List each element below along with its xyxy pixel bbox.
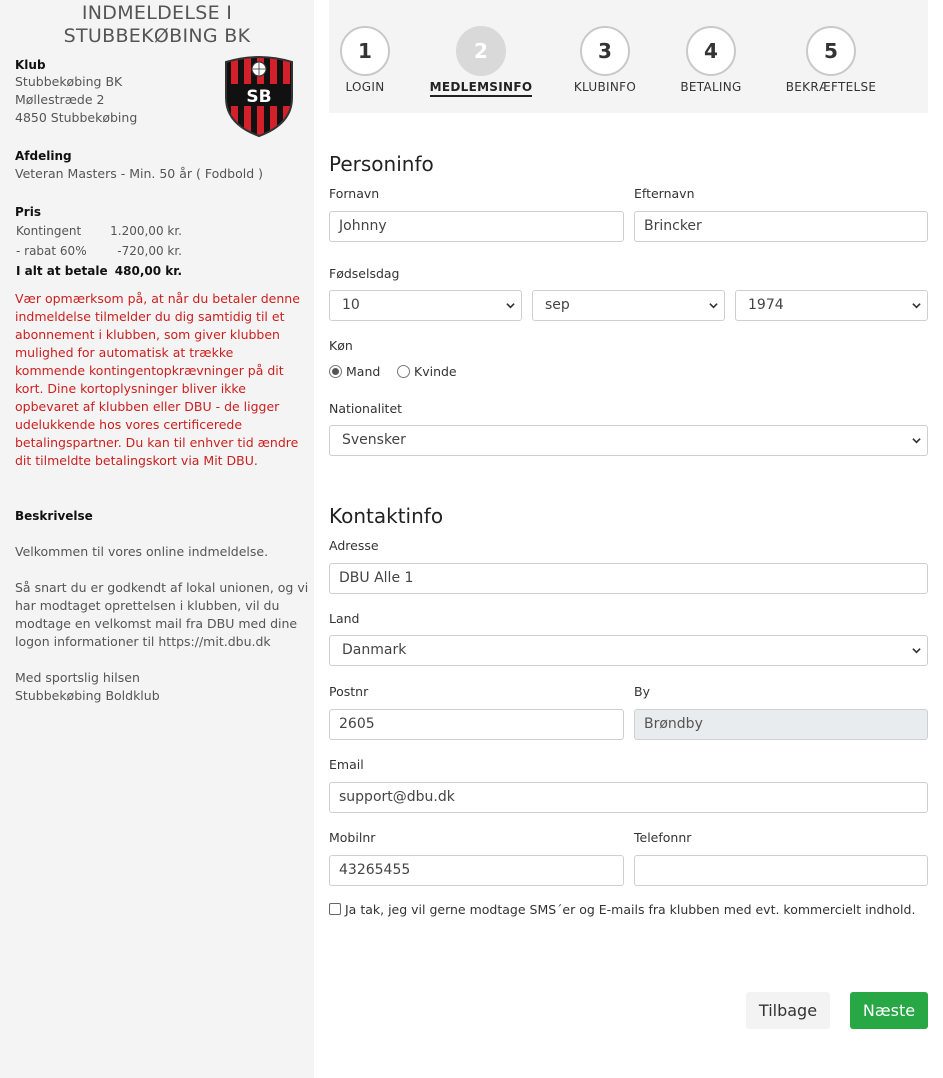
mobile-label: Mobilnr — [329, 830, 376, 845]
notice-line: betalingspartner. Du kan til enhver tid ændre — [15, 435, 299, 450]
personinfo-heading: Personinfo — [329, 152, 434, 176]
city-input-readonly: Brøndby — [634, 709, 928, 740]
kontaktinfo-heading: Kontaktinfo — [329, 504, 444, 528]
country-label: Land — [329, 611, 360, 626]
notice-line: opbevaret af klubben eller DBU - de ligger — [15, 399, 280, 414]
description-line: modtage en velkomst mail fra DBU med dine — [15, 616, 298, 631]
description-intro: Velkommen til vores online indmeldelse. — [15, 544, 269, 559]
step-medlemsinfo[interactable] — [421, 26, 541, 97]
notice-line: Vær opmærksom på, at når du betaler denne — [15, 291, 300, 306]
price-value: -720,00 kr. — [117, 244, 182, 258]
chevron-down-icon — [506, 301, 515, 310]
step-number: 1 — [340, 26, 390, 76]
club-city: 4850 Stubbekøbing — [15, 110, 138, 125]
department-value: Veteran Masters - Min. 50 år ( Fodbold ) — [15, 166, 264, 181]
nationality-select[interactable] — [329, 425, 928, 456]
consent-label: Ja tak, jeg vil gerne modtage SMS´er og E-mails fra klubben med evt. kommercielt indhold. — [345, 902, 916, 917]
price-label: - rabat 60% — [16, 244, 87, 258]
mobile-input[interactable]: 43265455 — [329, 855, 624, 886]
signoff-line2: Stubbekøbing Boldklub — [15, 688, 160, 703]
step-bekraeftelse[interactable] — [771, 26, 891, 95]
chevron-down-icon — [709, 301, 718, 310]
step-label: MEDLEMSINFO — [430, 80, 533, 97]
birth-year-select[interactable] — [735, 290, 928, 321]
description-line: har modtaget oprettelsen i klubben, vil du — [15, 598, 280, 613]
description-line: Så snart du er godkendt af lokal unionen, og vi — [15, 580, 309, 595]
chevron-down-icon — [912, 301, 921, 310]
firstname-label: Fornavn — [329, 186, 380, 201]
price-label: Kontingent — [16, 224, 82, 238]
step-login[interactable] — [305, 26, 425, 95]
chevron-down-icon — [912, 436, 921, 445]
birthday-label: Fødselsdag — [329, 266, 400, 281]
select-value: Svensker — [342, 432, 406, 448]
phone-input[interactable] — [634, 855, 928, 886]
email-label: Email — [329, 757, 364, 772]
firstname-input[interactable]: Johnny — [329, 211, 624, 242]
phone-label: Telefonnr — [634, 830, 692, 845]
postal-input[interactable]: 2605 — [329, 709, 624, 740]
birth-day-select[interactable] — [329, 290, 522, 321]
club-title-line1: INDMELDELSE I — [81, 2, 233, 24]
back-button[interactable]: Tilbage — [746, 992, 830, 1029]
step-number: 2 — [456, 26, 506, 76]
step-number: 4 — [686, 26, 736, 76]
price-label: I alt at betale — [16, 264, 108, 278]
address-label: Adresse — [329, 538, 379, 553]
logo-letters: SB — [246, 87, 272, 107]
notice-line: dit tilmeldte betalingskort via Mit DBU. — [15, 453, 258, 468]
club-title-line2: STUBBEKØBING BK — [63, 25, 251, 47]
payment-notice — [15, 290, 300, 470]
radio-label: Mand — [346, 364, 381, 379]
select-value: 10 — [342, 297, 360, 313]
nationality-label: Nationalitet — [329, 401, 403, 416]
gender-radio-kvinde[interactable] — [397, 364, 457, 379]
gender-label: Køn — [329, 338, 353, 353]
price-value: 480,00 kr. — [114, 264, 182, 278]
lastname-label: Efternavn — [634, 186, 695, 201]
signoff-line1: Med sportslig hilsen — [15, 670, 140, 685]
club-logo-shield — [222, 54, 296, 138]
price-value: 1.200,00 kr. — [110, 224, 182, 238]
step-label: KLUBINFO — [573, 80, 637, 94]
notice-line: abonnement i klubben, som giver klubben — [15, 327, 280, 342]
price-row-contingent — [16, 224, 182, 238]
step-label: BEKRÆFTELSE — [785, 80, 877, 94]
department-heading: Afdeling — [15, 149, 72, 163]
step-label: LOGIN — [345, 80, 385, 94]
progress-stepper — [329, 0, 928, 113]
signoff — [15, 669, 160, 705]
chevron-down-icon — [912, 646, 921, 655]
select-value: Danmark — [342, 642, 407, 658]
checkbox-unchecked-icon[interactable] — [329, 903, 341, 915]
marketing-consent-checkbox[interactable] — [329, 902, 915, 917]
notice-line: kort. Dine kortoplysninger bliver ikke — [15, 381, 246, 396]
email-input[interactable]: support@dbu.dk — [329, 782, 928, 813]
notice-line: kommende kontingentopkrævninger på dit — [15, 363, 284, 378]
lastname-input[interactable]: Brincker — [634, 211, 928, 242]
next-button[interactable]: Næste — [850, 992, 928, 1029]
description-heading: Beskrivelse — [15, 509, 93, 523]
address-input[interactable]: DBU Alle 1 — [329, 563, 928, 594]
select-value: sep — [545, 297, 570, 313]
birth-month-select[interactable] — [532, 290, 725, 321]
radio-selected-icon — [329, 365, 342, 378]
select-value: 1974 — [748, 297, 784, 313]
price-row-discount — [16, 244, 182, 258]
step-label: BETALING — [680, 80, 742, 94]
radio-label: Kvinde — [414, 364, 457, 379]
step-number: 5 — [806, 26, 856, 76]
club-heading: Klub — [15, 58, 46, 72]
club-street: Møllestræde 2 — [15, 92, 105, 107]
step-number: 3 — [580, 26, 630, 76]
notice-line: indmeldelse tilmelder du dig samtidig til et — [15, 309, 285, 324]
country-select[interactable] — [329, 635, 928, 666]
notice-line: mulighed for automatisk at trække — [15, 345, 234, 360]
postal-label: Postnr — [329, 684, 369, 699]
step-betaling[interactable] — [651, 26, 771, 95]
price-heading: Pris — [15, 205, 41, 219]
description-line: logon informationer til https://mit.dbu.dk — [15, 634, 271, 649]
sidebar — [0, 0, 314, 1078]
step-klubinfo[interactable] — [545, 26, 665, 95]
notice-line: udelukkende hos vores certificerede — [15, 417, 243, 432]
gender-radio-mand[interactable] — [329, 364, 380, 379]
club-name: Stubbekøbing BK — [15, 74, 123, 89]
description-body — [15, 579, 308, 651]
club-title — [0, 2, 314, 48]
radio-unselected-icon — [397, 365, 410, 378]
price-row-total — [16, 264, 182, 278]
city-label: By — [634, 684, 650, 699]
